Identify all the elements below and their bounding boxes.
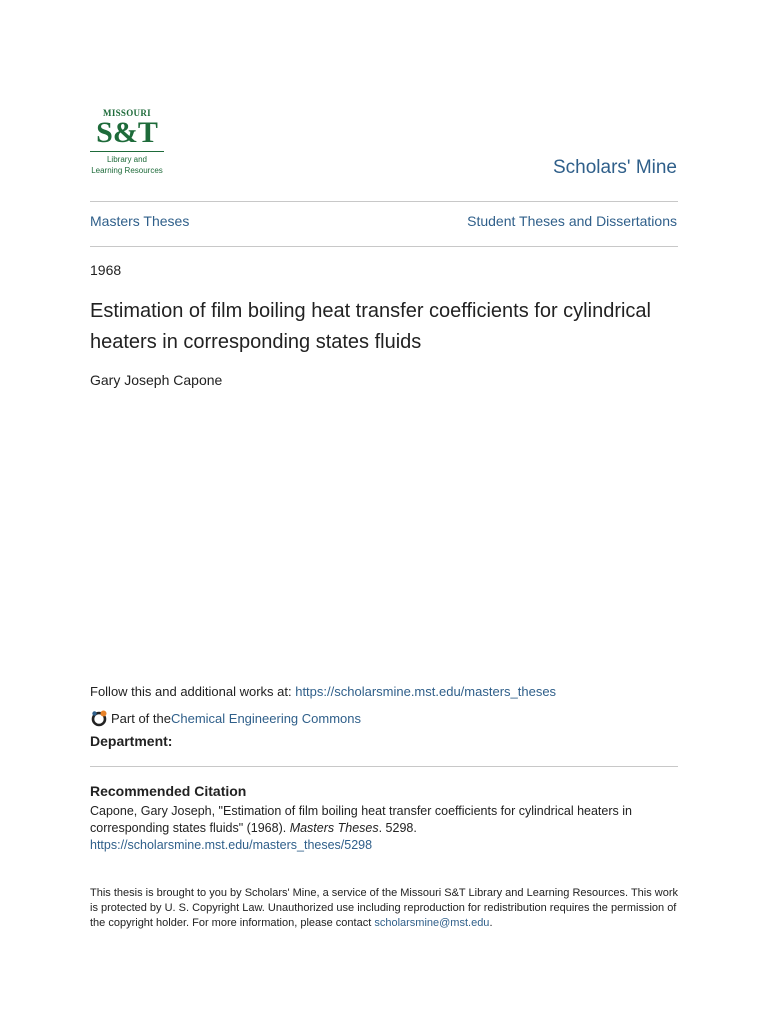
publication-year: 1968 — [90, 262, 122, 278]
library-logo — [90, 108, 164, 182]
commons-link[interactable]: Chemical Engineering Commons — [170, 710, 362, 726]
footer-notice — [90, 886, 680, 931]
network-commons-icon — [90, 709, 108, 727]
footer-end: . — [489, 917, 493, 929]
logo-divider — [90, 151, 164, 152]
citation-number: . 5298. — [378, 821, 417, 835]
logo-subtitle-line2: Learning Resources — [91, 166, 163, 175]
citation-heading: Recommended Citation — [90, 783, 247, 799]
document-author: Gary Joseph Capone — [90, 372, 223, 388]
site-name-link[interactable]: Scholars' Mine — [552, 157, 677, 178]
citation-block — [90, 803, 680, 854]
student-theses-link[interactable]: Student Theses and Dissertations — [467, 213, 677, 229]
part-of-line — [90, 709, 361, 727]
document-title: Estimation of film boiling heat transfer coefficients for cylindrical heaters in corresponding states fluids — [90, 300, 651, 353]
follow-url-link[interactable]: https://scholarsmine.mst.edu/masters_theses — [295, 684, 557, 699]
logo-missouri-text: MISSOURI — [103, 108, 151, 118]
contact-email-link[interactable]: scholarsmine@mst.edu — [374, 917, 490, 929]
follow-line — [90, 684, 556, 699]
divider-citation — [90, 766, 678, 767]
masters-theses-link[interactable]: Masters Theses — [90, 213, 190, 229]
logo-st-text: S&T — [96, 116, 158, 149]
logo-subtitle-line1: Library and — [106, 155, 148, 164]
logo-subtitle — [90, 154, 164, 176]
department-label: Department: — [90, 733, 173, 749]
divider-top — [90, 201, 678, 202]
follow-prefix: Follow this and additional works at: — [90, 684, 296, 699]
footer-text: This thesis is brought to you by Scholars' Mine, a service of the Missouri S&T Library and Learning Resources. This work is protected by U. S. Copyright Law. Unauthorized use including reproduction for redistribution requires the permission of the copyright holder. For more information, please contact — [90, 887, 679, 929]
part-of-prefix: Part of the — [111, 710, 171, 726]
citation-text: Capone, Gary Joseph, "Estimation of film boiling heat transfer coefficients for cylindrical heaters in corresponding states fluids" (1968). — [90, 804, 632, 835]
divider-nav — [90, 246, 678, 247]
citation-series: Masters Theses — [289, 821, 379, 835]
citation-url-link[interactable]: https://scholarsmine.mst.edu/masters_theses/5298 — [90, 838, 373, 852]
